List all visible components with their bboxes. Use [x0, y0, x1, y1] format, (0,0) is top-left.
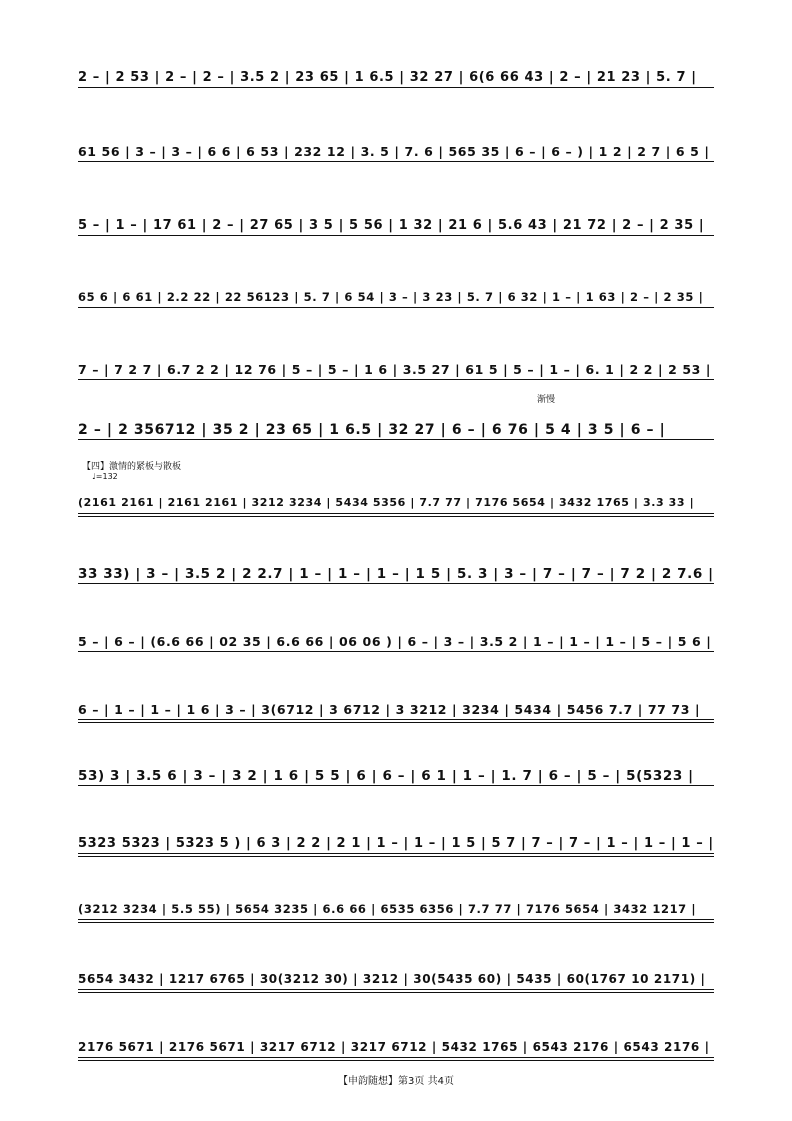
beam-line: [78, 919, 714, 920]
beam-line: [78, 583, 714, 584]
beam-line: [78, 161, 714, 162]
notation-text: 65 6 | 6 61 | 2.2 22 | 22 56123 | 5. 7 | 6 54 | 3 – | 3 23 | 5. 7 | 6 32 | 1 – | 1 63 | 2 – | 2 35 |: [78, 290, 704, 304]
notation-text: 7 – | 7 2 7 | 6.7 2 2 | 12 76 | 5 – | 5 – | 1 6 | 3.5 27 | 61 5 | 5 – | 1 – | 6. 1 | 2 2 | 2 53 |: [78, 362, 712, 377]
notation-text: 5 – | 1 – | 17 61 | 2 – | 27 65 | 3 5 | 5 56 | 1 32 | 21 6 | 5.6 43 | 21 72 | 2 – | 2 35 |: [78, 218, 705, 233]
beam-line-double: [78, 922, 714, 923]
notation-text: 53) 3 | 3.5 6 | 3 – | 3 2 | 1 6 | 5 5 | 6 | 6 – | 6 1 | 1 – | 1. 7 | 6 – | 5 – | 5(5323 |: [78, 768, 694, 784]
notation-text: 5 – | 6 – | (6.6 66 | 02 35 | 6.6 66 | 06 06 ) | 6 – | 3 – | 3.5 2 | 1 – | 1 – | 1 – | 5 – | 5 6 |: [78, 634, 712, 649]
staff-line-14: [78, 958, 714, 1018]
notation-text: 2 – | 2 356712 | 35 2 | 23 65 | 1 6.5 | 32 27 | 6 – | 6 76 | 5 4 | 3 5 | 6 – |: [78, 422, 666, 438]
beam-line: [78, 853, 714, 854]
staff-line-10: [78, 688, 714, 748]
beam-line-double: [78, 1060, 714, 1061]
notation-text: (2161 2161 | 2161 2161 | 3212 3234 | 5434 5356 | 7.7 77 | 7176 5654 | 3432 1765 | 3.3 33 |: [78, 496, 695, 509]
notation-text: 2176 5671 | 2176 5671 | 3217 6712 | 3217 6712 | 5432 1765 | 6543 2176 | 6543 2176 |: [78, 1040, 710, 1054]
staff-line-11: [78, 754, 714, 814]
beam-line: [78, 379, 714, 380]
beam-line-double: [78, 992, 714, 993]
beam-line: [78, 235, 714, 236]
notation-text: 5654 3432 | 1217 6765 | 30(3212 30) | 3212 | 30(5435 60) | 5435 | 60(1767 10 2171) |: [78, 972, 706, 986]
staff-line-8: [78, 552, 714, 612]
beam-line: [78, 513, 714, 514]
beam-line: [78, 785, 714, 786]
staff-line-12: [78, 822, 714, 882]
staff-line-5: [78, 348, 714, 408]
staff-line-9: [78, 620, 714, 680]
beam-line: [78, 307, 714, 308]
tempo-mark: ♩=132: [92, 472, 118, 481]
notation-text: 33 33) | 3 – | 3.5 2 | 2 2.7 | 1 – | 1 – | 1 – | 1 5 | 5. 3 | 3 – | 7 – | 7 – | 7 2 | 2 7.6 |: [78, 566, 714, 582]
beam-line-double: [78, 516, 714, 517]
staff-line-4: [78, 276, 714, 336]
staff-line-7: [78, 482, 714, 542]
notation-text: 5323 5323 | 5323 5 ) | 6 3 | 2 2 | 2 1 | 1 – | 1 – | 1 5 | 5 7 | 7 – | 7 – | 1 – | 1 – | 1 – |: [78, 836, 714, 851]
beam-line-double: [78, 856, 714, 857]
beam-line: [78, 651, 714, 652]
tempo-annotation: 渐慢: [537, 395, 556, 405]
notation-text: 6 – | 1 – | 1 – | 1 6 | 3 – | 3(6712 | 3 6712 | 3 3212 | 3234 | 5434 | 5456 7.7 | 77 73 |: [78, 702, 701, 717]
notation-text: 61 56 | 3 – | 3 – | 6 6 | 6 53 | 232 12 | 3. 5 | 7. 6 | 565 35 | 6 – | 6 – ) | 1 2 | 2 7 | 6 5 |: [78, 144, 710, 159]
beam-line: [78, 719, 714, 720]
staff-line-3: [78, 204, 714, 264]
staff-line-1: [78, 56, 714, 116]
page-footer: 【申韵随想】第3页 共4页: [338, 1076, 454, 1087]
beam-line: [78, 989, 714, 990]
beam-line: [78, 439, 714, 440]
notation-text: 2 – | 2 53 | 2 – | 2 – | 3.5 2 | 23 65 | 1 6.5 | 32 27 | 6(6 66 43 | 2 – | 21 23 | 5. 7 |: [78, 70, 697, 85]
staff-line-2: [78, 130, 714, 190]
beam-line: [78, 87, 714, 88]
beam-line-double: [78, 722, 714, 723]
notation-text: (3212 3234 | 5.5 55) | 5654 3235 | 6.6 66 | 6535 6356 | 7.7 77 | 7176 5654 | 3432 1217 |: [78, 902, 697, 916]
staff-line-13: [78, 888, 714, 948]
section-heading: 【四】激情的紧板与散板: [82, 462, 182, 472]
beam-line: [78, 1057, 714, 1058]
